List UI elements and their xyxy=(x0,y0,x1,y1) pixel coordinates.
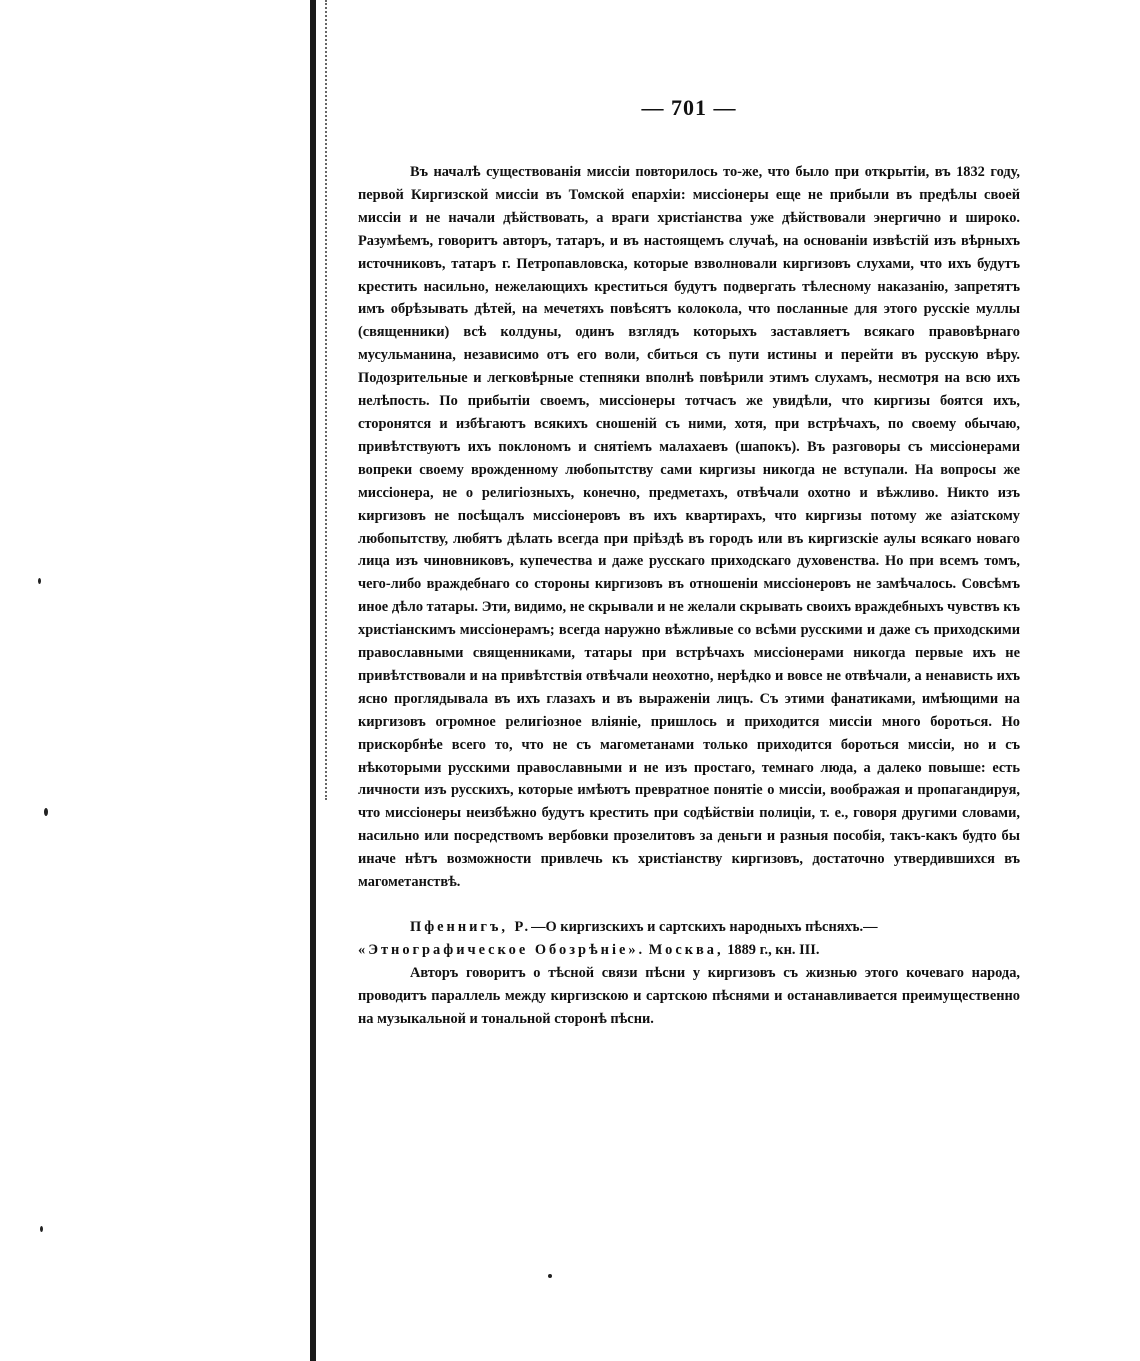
binding-dotted-rule xyxy=(325,0,329,800)
review-year: 1889 г., кн. III. xyxy=(727,941,820,958)
review-title: —О киргизскихъ и сартскихъ народныхъ пѣсняхъ.— xyxy=(531,919,878,935)
main-paragraph: Въ началѣ существованія миссіи повторилось то-же, что было при открытіи, въ 1832 году, первой Киргизской миссіи въ Томской епархіи: миссіонеры еще не прибыли въ предѣлы своей миссіи и не начали дѣйствовать, а враги христіанства уже дѣйствовали энергично и широко. Разумѣемъ, говоритъ авторъ, татаръ, и въ настоящемъ случаѣ, на основаніи извѣстій изъ вѣрныхъ источниковъ, татаръ г. Петропавловска, которые взволновали киргизовъ слухами, что ихъ будутъ крестить насильно, нежелающихъ креститься будутъ подвергать тѣлесному наказанію, запретятъ имъ обрѣзывать дѣтей, на мечетяхъ повѣсятъ колокола, что посланные для этого русскіе муллы (священники) всѣ колдуны, одинъ взглядъ которыхъ заставляетъ всякаго правовѣрнаго мусульманина, независимо отъ его воли, сбиться съ пути истины и перейти въ русскую вѣру. Подозрительные и легковѣрные степняки вполнѣ повѣрили этимъ слухамъ, несмотря на всю ихъ нелѣпость. По прибытіи своемъ, миссіонеры тотчасъ же увидѣли, что киргизы боятся ихъ, сторонятся и избѣгаютъ всякихъ сношеній съ ними, хотя, при встрѣчахъ, по своему обычаю, привѣтствуютъ ихъ поклономъ и снятіемъ малахаевъ (шапокъ). Въ разговоры съ миссіонерами вопреки своему врожденному любопытству сами киргизы никогда не вступали. На вопросы же миссіонера, не о религіозныхъ, конечно, предметахъ, отвѣчали охотно и вѣжливо. Никто изъ киргизовъ не посѣщалъ миссіонеровъ въ ихъ квартирахъ, что киргизы потому же азіатскому любопытству, любятъ дѣлать всегда при пріѣздѣ въ городъ или въ киргизскіе аулы всякаго новаго лица изъ чиновниковъ, купечества и даже русскаго приходскаго духовенства. Но при всемъ томъ, чего-либо враждебнаго со стороны киргизовъ въ отношеніи миссіонеровъ не замѣчалось. Совсѣмъ иное дѣло татары. Эти, видимо, не скрывали и не желали скрывать своихъ враждебныхъ чувствъ къ христіанскимъ миссіонерамъ; всегда наружно вѣжливые со всѣми русскими и даже съ приходскими православными священниками, татары при встрѣчахъ миссіонерами никогда первые ихъ не привѣтствовали и на привѣтствія отвѣчали неохотно, нерѣдко и вовсе не отвѣчали, а ненависть ихъ ясно проглядывала въ ихъ глазахъ и въ выраженіи лицъ. Съ этими фанатиками, имѣющими на киргизовъ огромное религіозное вліяніе, пришлось и приходится миссіи много бороться. Но прискорбнѣе всего то, что не съ магометанами только приходится бороться миссіи, но и съ нѣкоторыми русскими православными и не изъ простаго, темнаго люда, а далеко повыше: есть личности изъ русскихъ, которые имѣютъ превратное понятіе о миссіи, воображая и пропагандируя, что миссіонеры неизбѣжно будутъ крестить при содѣйствіи полиціи, т. е., говоря другими словами, насильно или посредствомъ вербовки прозелитовъ за деньги и разныя пособія, такъ-какъ будто бы иначе нѣтъ возможности привлечь къ христіанству киргизовъ, достаточно утвердившихся въ магометанствѣ. xyxy=(358,164,1020,891)
review-author: Пфеннигъ, Р. xyxy=(410,919,532,935)
review-place: Москва, xyxy=(648,941,724,958)
ink-speck xyxy=(38,578,41,584)
page-content xyxy=(358,95,1020,1031)
review-entry xyxy=(358,916,1020,1031)
page-number: — 701 — xyxy=(641,95,737,120)
binding-margin xyxy=(0,0,320,1361)
ink-speck xyxy=(44,808,48,816)
review-body: Авторъ говоритъ о тѣсной связи пѣсни у киргизовъ съ жизнью этого кочеваго народа, проводитъ параллель между киргизскою и сартскою пѣснями и останавливается преимущественно на музыкальной и тональной сторонѣ пѣсни. xyxy=(358,964,1020,1027)
review-journal: «Этнографическое Обозрѣніе». xyxy=(358,941,646,958)
binding-rule xyxy=(310,0,316,1361)
review-journal-line xyxy=(358,939,1020,962)
review-reference xyxy=(358,916,1020,939)
ink-speck xyxy=(548,1274,552,1278)
ink-speck xyxy=(40,1226,43,1232)
